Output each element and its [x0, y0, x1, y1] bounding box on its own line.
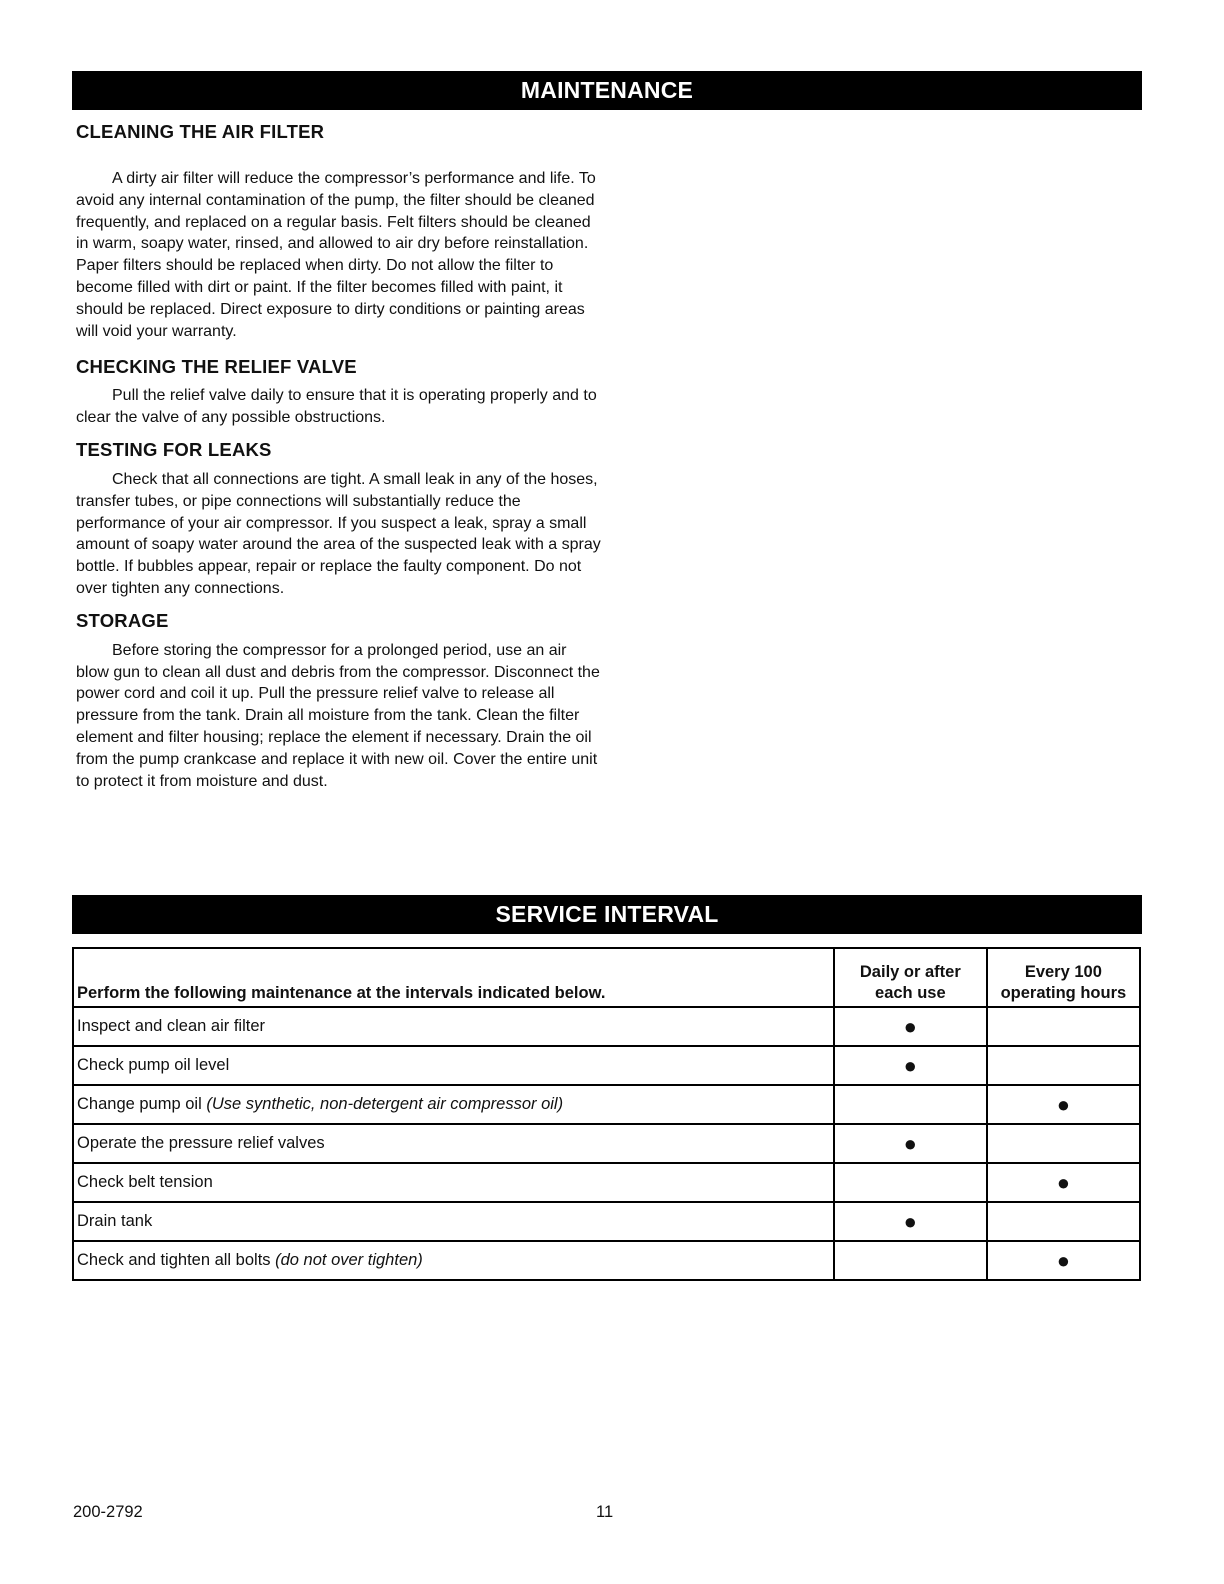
header-daily: [834, 948, 987, 1007]
task-note: (do not over tighten): [275, 1251, 423, 1269]
service-interval-table: [72, 947, 1141, 1281]
hours-mark: ●: [987, 1241, 1140, 1280]
heading-testing-for-leaks: TESTING FOR LEAKS: [76, 438, 272, 460]
header-hours-line1: Every 100: [1024, 963, 1102, 981]
maintenance-content: [76, 112, 602, 792]
service-interval-banner: SERVICE INTERVAL: [72, 895, 1142, 934]
task-cell: [73, 1163, 834, 1202]
header-daily-line2: each use: [875, 984, 946, 1002]
header-description: Perform the following maintenance at the intervals indicated below.: [73, 948, 834, 1007]
task-text: Drain tank: [77, 1212, 153, 1230]
paragraph-checking-relief-valve: Pull the relief valve daily to ensure that it is operating properly and to clear the valve of any possible obstructions.: [76, 387, 597, 427]
task-text: Check pump oil level: [77, 1056, 230, 1074]
table-header-row: [73, 948, 1140, 1007]
header-hours-line2: operating hours: [1000, 984, 1127, 1002]
task-cell: [73, 1124, 834, 1163]
maintenance-banner: MAINTENANCE: [72, 71, 1142, 110]
heading-storage: STORAGE: [76, 609, 169, 631]
daily-mark: [834, 1085, 987, 1124]
task-note: (Use synthetic, non-detergent air compressor oil): [206, 1095, 564, 1113]
task-cell: [73, 1085, 834, 1124]
table-row: [73, 1046, 1140, 1085]
task-cell: [73, 1007, 834, 1046]
daily-mark: ●: [834, 1046, 987, 1085]
table-row: [73, 1241, 1140, 1280]
daily-mark: ●: [834, 1007, 987, 1046]
table-row: [73, 1085, 1140, 1124]
task-text: Change pump oil: [77, 1095, 207, 1113]
paragraph-testing-for-leaks: Check that all connections are tight. A small leak in any of the hoses, transfer tubes, or pipe connections will substantially reduce the performance of your air compressor. If you suspect a leak, spray a small amount of soapy water around the area of the suspected leak with a spray bottle. If bubbles appear, repair or replace the faulty component. Do not over tighten any connections.: [76, 470, 601, 597]
daily-mark: ●: [834, 1202, 987, 1241]
hours-mark: [987, 1046, 1140, 1085]
paragraph-storage: Before storing the compressor for a prolonged period, use an air blow gun to clean all dust and debris from the compressor. Disconnect the power cord and coil it up. Pull the pressure relief valve to release all pressure from the tank. Drain all moisture from the tank. Clean the filter element and filter housing; replace the element if necessary. Drain the oil from the pump crankcase and replace it with new oil. Cover the entire unit to protect it from moisture and dust.: [76, 641, 600, 790]
daily-mark: ●: [834, 1124, 987, 1163]
table-row: [73, 1163, 1140, 1202]
task-text: Operate the pressure relief valves: [77, 1134, 325, 1152]
table-row: [73, 1202, 1140, 1241]
hours-mark: [987, 1007, 1140, 1046]
header-daily-line1: Daily or after: [859, 963, 961, 981]
hours-mark: ●: [987, 1163, 1140, 1202]
heading-checking-relief-valve: CHECKING THE RELIEF VALVE: [76, 356, 357, 378]
task-text: Inspect and clean air filter: [77, 1017, 266, 1035]
task-cell: [73, 1202, 834, 1241]
task-cell: [73, 1046, 834, 1085]
daily-mark: [834, 1163, 987, 1202]
task-text: Check and tighten all bolts: [77, 1251, 276, 1269]
task-text: Check belt tension: [77, 1173, 213, 1191]
hours-mark: [987, 1124, 1140, 1163]
heading-cleaning-air-filter: CLEANING THE AIR FILTER: [76, 121, 325, 142]
daily-mark: [834, 1241, 987, 1280]
page-number: 11: [596, 1503, 614, 1521]
document-number: 200-2792: [73, 1503, 143, 1521]
table-row: [73, 1007, 1140, 1046]
task-cell: [73, 1241, 834, 1280]
hours-mark: [987, 1202, 1140, 1241]
paragraph-cleaning-air-filter: A dirty air filter will reduce the compressor’s performance and life. To avoid any internal contamination of the pump, the filter should be cleaned frequently, and replaced on a regular basis. Felt filters should be cleaned in warm, soapy water, rinsed, and allowed to air dry before reinstallation. Paper filters should be replaced when dirty. Do not allow the filter to become filled with dirt or paint. If the filter becomes filled with paint, it should be replaced. Direct exposure to dirty conditions or painting areas will void your warranty.: [76, 170, 596, 340]
header-hours: [987, 948, 1140, 1007]
hours-mark: ●: [987, 1085, 1140, 1124]
table-row: [73, 1124, 1140, 1163]
